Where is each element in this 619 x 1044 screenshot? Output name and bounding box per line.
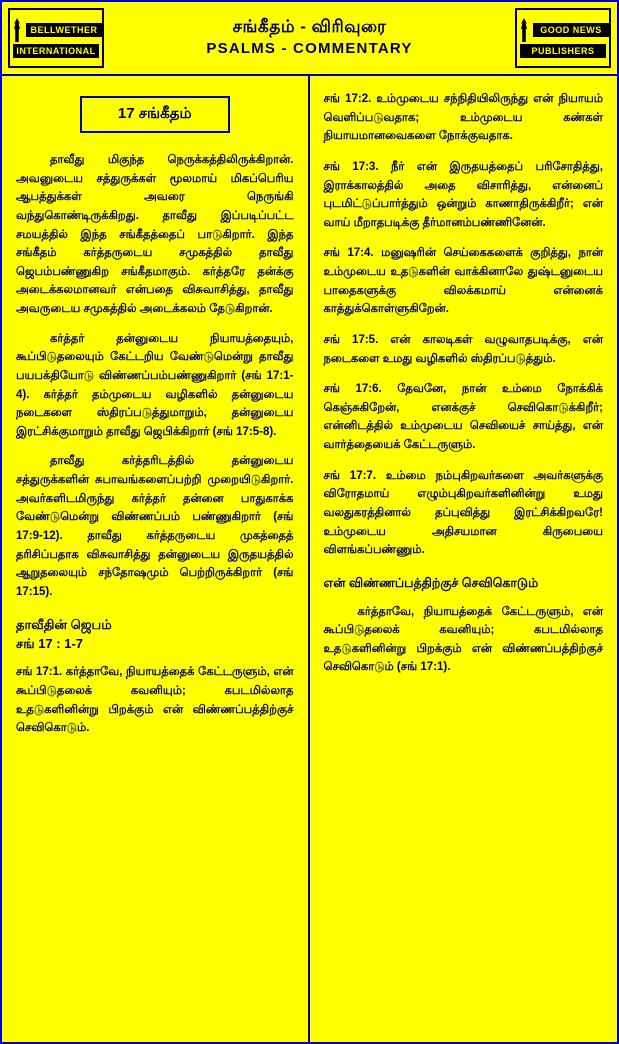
verse-text: சங் 17:7. உம்மை நம்புகிறவர்களை அவர்களுக்கு விரோதமாய் எழும்புகிறவர்களினின்று உமது வலதுகரத்தினால் தப்புவித்து இரட்சிக்கிறவரே! உம்முடைய அதிசயமான கிருபையை விளங்கப்பண்ணும். bbox=[323, 469, 603, 557]
header-title bbox=[110, 2, 509, 74]
section-reference: சங் 17 : 1-7 bbox=[16, 636, 83, 652]
title-english: PSALMS - COMMENTARY bbox=[206, 39, 413, 57]
body-columns bbox=[2, 76, 617, 1042]
page-header bbox=[2, 2, 617, 76]
torch-icon bbox=[517, 17, 531, 43]
verse-text: சங் 17:6. தேவனே, நான் உம்மை நோக்கிக் கெஞ்சுகிறேன், எனக்குச் செவிகொடுக்கிறீர்; என்னிடத்தில் உம்முடைய செவியைச் சாய்த்து, என் வார்த்தையைக் கேட்டருளும். bbox=[323, 383, 603, 451]
logo-left-row bbox=[10, 17, 102, 43]
verse-text: சங் 17:4. மனுஷரின் செய்கைகளைக் குறித்து, நான் உம்முடைய உதடுகளின் வாக்கினாலே துஷ்டனுடைய பாதைகளுக்கு விலக்கமாய் என்னைக் காத்துக்கொள்ளுகிறேன். bbox=[323, 247, 603, 316]
verse-text: சங் 17:2. உம்முடைய சந்நிதியிலிருந்து என் நியாயம் வெளிப்படுவதாக; உம்முடைய கண்கள் நியாயமானவைகளை நோக்குவதாக. bbox=[323, 93, 603, 143]
paragraph: தாவீது மிகுந்த நெருக்கத்திலிருக்கிறான். அவனுடைய சத்துருக்கள் மூலமாய் மிகப்பெரிய ஆபத்துக்கள் அவரை நெருங்கி வந்துகொண்டிருக்கிறது. தாவீது இப்படிப்பட்ட சமயத்தில் இந்த சங்கீதத்தைப் பாடுகிறார். இந்த சங்கீதம் கர்த்தருடைய சமுகத்தில் தாவீது ஜெபம்பண்ணுகிற சங்கீதமாகும். கர்த்தரே தன்க்கு அடைக்கலமானவர் என்பதை விசுவாசித்து, தாவீது அவருடைய சமுகத்தில் அடைக்கலம் தேடுகிறான். bbox=[16, 154, 294, 315]
right-column bbox=[310, 76, 618, 1042]
left-column bbox=[2, 76, 310, 1042]
commentary-paragraph: கர்த்தாவே, நியாயத்தைக் கேட்டருளும், என் கூப்பிடுதலைக் கவனியும்; கபடமில்லாத உதடுகளினின்று பிறக்கும் என் விண்ணப்பத்திற்குச் செவிகொடும் (சங் 17:1). bbox=[323, 605, 603, 674]
publisher-logo-left bbox=[8, 8, 104, 68]
logo-left-line2: INTERNATIONAL bbox=[13, 44, 99, 58]
paragraph: கர்த்தர் தன்னுடைய நியாயத்தையும், கூப்பிடுதலையும் கேட்டறிய வேண்டுமென்று தாவீது பயபக்தியோடு விண்ணப்பம்பண்ணுகிறார் (சங் 17:1-4). கர்த்தர் தம்முடைய வழிகளில் தன்னுடைய நடைகளை ஸ்திரப்படுத்துமாறும், தன்னுடைய இரட்சிக்குமாறும் தாவீது ஜெபிக்கிறார் (சங் 17:5-8). bbox=[16, 332, 294, 438]
title-tamil: சங்கீதம் - விரிவுரை bbox=[232, 16, 387, 36]
verse-text: சங் 17:3. நீர் என் இருதயத்தைப் பரிசோதித்து, இராக்காலத்தில் அதை விசாரித்து, என்னைப் புடமிட்டுப்பார்த்தும் ஒன்றும் காணாதிருக்கிறீர்; என் வாய் மீறாதபடிக்கு தீர்மானம்பண்ணினேன். bbox=[323, 160, 603, 229]
logo-right-row bbox=[517, 17, 609, 43]
logo-right-line2: PUBLISHERS bbox=[520, 44, 606, 58]
psalm-heading-box bbox=[80, 96, 230, 133]
publisher-logo-right bbox=[515, 8, 611, 68]
paragraph: தாவீது கர்த்தரிடத்தில் தன்னுடைய சத்துருக்களின் சுபாவங்களைப்பற்றி முறையிடுகிறார். அவர்களிடமிருந்து கர்த்தர் தன்னை பாதுகாக்க வேண்டுமென்று விண்ணப்பம் பண்ணுகிறார் (சங் 17:9-12). தாவீது கர்த்தருடைய முகத்தைத் தரிசிப்பதாக விசுவாசித்து தன்னுடைய இருதயத்தில் ஆறுதலையும் சந்தோஷமும் பெற்றிருக்கிறார் (சங் 17:15). bbox=[16, 455, 294, 598]
torch-icon bbox=[10, 17, 24, 43]
verse-text: சங் 17:1. கர்த்தாவே, நியாயத்தைக் கேட்டருளும், என் கூப்பிடுதலைக் கவனியும்; கபடமில்லாத உதடுகளினின்று பிறக்கும் என் விண்ணப்பத்திற்குச் செவிகொடும். bbox=[16, 666, 294, 735]
logo-left-line1: BELLWETHER bbox=[26, 23, 102, 37]
verse-text: சங் 17:5. என் காலடிகள் வழுவாதபடிக்கு, என் நடைகளை உமது வழிகளில் ஸ்திரப்படுத்தும். bbox=[323, 333, 603, 365]
commentary-heading: என் விண்ணப்பத்திற்குச் செவிகொடும் bbox=[323, 575, 539, 590]
section-subheading: தாவீதின் ஜெபம் bbox=[16, 617, 112, 633]
psalm-heading: 17 சங்கீதம் bbox=[117, 105, 192, 122]
logo-right-line1: GOOD NEWS bbox=[533, 23, 609, 37]
